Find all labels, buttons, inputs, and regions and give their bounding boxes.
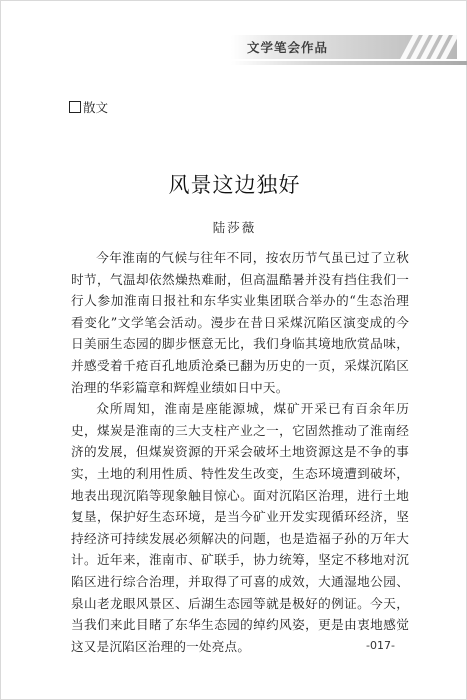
header-slash-decoration (400, 35, 460, 59)
article-body (71, 247, 409, 657)
section-label (69, 98, 108, 116)
section-label-text: 散文 (83, 100, 109, 115)
body-paragraph: 众所周知，淮南是座能源城，煤矿开采已有百余年历史，煤炭是淮南的三大支柱产业之一，它固然推动了淮南经济的发展，但煤炭资源的开采会破坏土地资源这是不争的事实，土地的利用性质、特性发生改变，生态环境遭到破坏，地表出现沉陷等现象触目惊心。面对沉陷区治理，进行土地复垦，保护好生态环境，是当今矿业开发实现循环经济，坚持经济可持续发展必须解决的问题，也是造福子孙的万年大计。近年来，淮南市、矿联手，协力统筹，坚定不移地对沉陷区进行综合治理，并取得了可喜的成效，大通湿地公园、泉山老龙眼风景区、后湖生态园等就是极好的例证。今天，当我们来此目睹了东华生态园的绰约风姿，更是由衷地感觉这又是沉陷区治理的一处亮点。 (71, 401, 409, 654)
header-title: 文学笔会作品 (247, 40, 329, 55)
article-author: 陆莎薇 (212, 220, 257, 235)
body-paragraph: 今年淮南的气候与往年不同，按农历节气虽已过了立秋时节，气温却依然燥热难耐，但高温酷暑并没有挡住我们一行人参加淮南日报社和东华实业集团联合举办的“生态治理看变化”文学笔会活动。漫步在昔日采煤沉陷区演变成的今日美丽生态园的脚步惬意无比，我们身临其境地欣赏品味，并感受着千疮百孔地质沧桑已翻为历史的一页，采煤沉陷区治理的华彩篇章和辉煌业绩如日中天。 (71, 250, 409, 395)
header-underline (231, 61, 467, 65)
article-title: 风景这边独好 (168, 173, 301, 197)
checkbox-square-icon (69, 101, 81, 113)
page-number: -017- (366, 639, 395, 652)
